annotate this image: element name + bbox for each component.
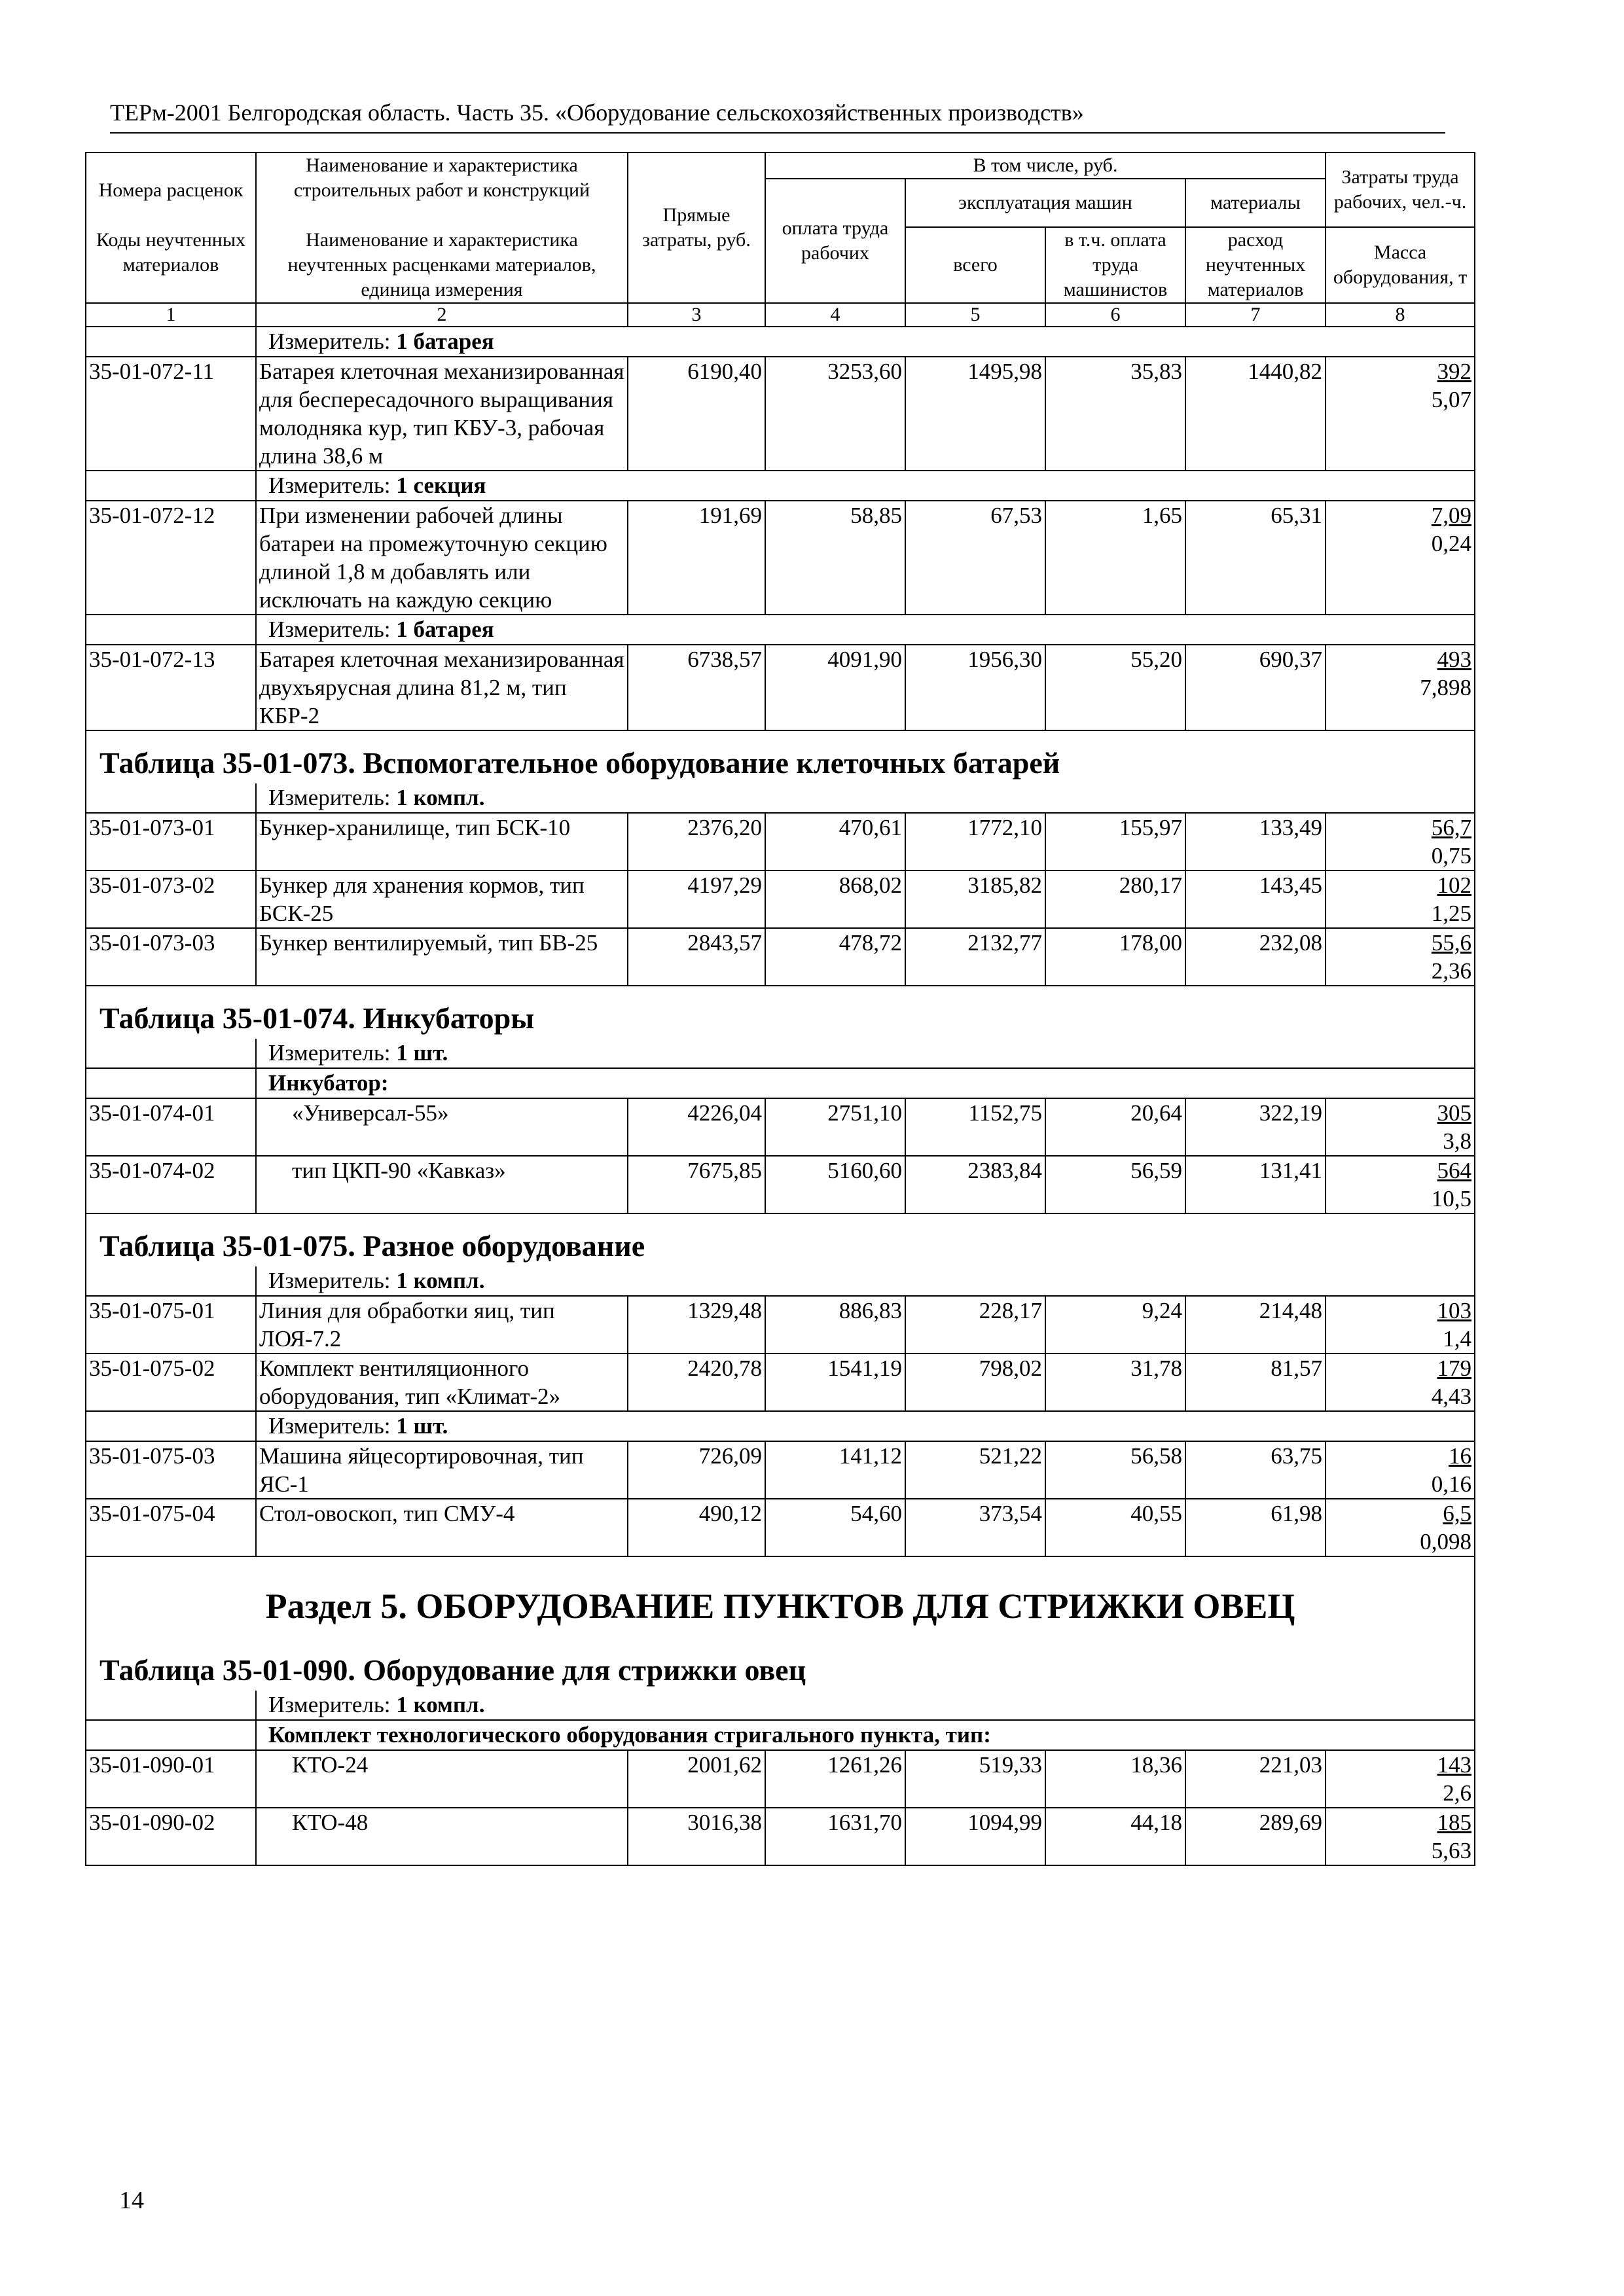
table-row: 35-01-074-01 «Универсал-55» 4226,04 2751,10 1152,75 20,64 322,19 305 3,8 (86, 1098, 1475, 1156)
table-row: 35-01-072-11 Батарея клеточная механизированная для беспересадочного выращивания молодняка кур, тип КБУ-3, рабочая длина 38,6 м 6190,40 3253,60 1495,98 35,83 1440,82 392 5,07 (86, 357, 1475, 471)
col2-header: Наименование и характеристика строительных работ и конструкций Наименование и характеристика неучтенных расценками материалов, единица измерения (256, 152, 628, 303)
measure-label: Измеритель: 1 компл. (256, 1266, 1475, 1296)
page-header: ТЕРм-2001 Белгородская область. Часть 35. «Оборудование сельскохозяйственных производств» (110, 97, 1445, 134)
table-row: 35-01-074-02 тип ЦКП-90 «Кавказ» 7675,85 5160,60 2383,84 56,59 131,41 564 10,5 (86, 1156, 1475, 1213)
group-header: В том числе, руб. (765, 152, 1326, 179)
col3-header: Прямые затраты, руб. (628, 152, 765, 303)
table-row: 35-01-073-01 Бункер-хранилище, тип БСК-10 2376,20 470,61 1772,10 155,97 133,49 56,7 0,75 (86, 813, 1475, 870)
col8-header-bottom: Масса оборудования, т (1326, 227, 1475, 303)
table-row: 35-01-073-02 Бункер для хранения кормов, тип БСК-25 4197,29 868,02 3185,82 280,17 143,45 102 1,25 (86, 870, 1475, 928)
section-title: Раздел 5. ОБОРУДОВАНИЕ ПУНКТОВ ДЛЯ СТРИЖКИ ОВЕЦ (86, 1556, 1475, 1649)
col-num: 6 (1045, 303, 1185, 327)
col4-header: оплата труда рабочих (765, 179, 905, 303)
group-label: Инкубатор: (256, 1068, 1475, 1098)
table-title: Таблица 35-01-073. Вспомогательное оборудование клеточных батарей (86, 730, 1475, 783)
col-num: 2 (256, 303, 628, 327)
col-num: 7 (1185, 303, 1326, 327)
col-num: 4 (765, 303, 905, 327)
measure-label: Измеритель: 1 шт. (256, 1411, 1475, 1441)
col5-header: всего (905, 227, 1045, 303)
machines-header: эксплуатация машин (905, 179, 1185, 227)
col1-header: Номера расценок Коды неучтенных материалов (86, 152, 256, 303)
col8-header-top: Затраты труда рабочих, чел.-ч. (1326, 152, 1475, 227)
table-row: 35-01-075-02 Комплект вентиляционного оборудования, тип «Климат-2» 2420,78 1541,19 798,02 31,78 81,57 179 4,43 (86, 1354, 1475, 1411)
measure-label: Измеритель: 1 шт. (256, 1039, 1475, 1068)
table-row: 35-01-090-02 КТО-48 3016,38 1631,70 1094,99 44,18 289,69 185 5,63 (86, 1808, 1475, 1865)
measure-label: Измеритель: 1 компл. (256, 1691, 1475, 1720)
table-row: 35-01-072-13 Батарея клеточная механизированная двухъярусная длина 81,2 м, тип КБР-2 6738,57 4091,90 1956,30 55,20 690,37 493 7,898 (86, 645, 1475, 730)
col6-header: в т.ч. оплата труда машинистов (1045, 227, 1185, 303)
measure-label: Измеритель: 1 батарея (256, 615, 1475, 645)
measure-label: Измеритель: 1 батарея (256, 327, 1475, 357)
table-row: 35-01-090-01 КТО-24 2001,62 1261,26 519,33 18,36 221,03 143 2,6 (86, 1750, 1475, 1808)
table-title: Таблица 35-01-075. Разное оборудование (86, 1213, 1475, 1266)
measure-label: Измеритель: 1 компл. (256, 783, 1475, 813)
col-num: 5 (905, 303, 1045, 327)
col-num: 1 (86, 303, 256, 327)
table-row: 35-01-075-01 Линия для обработки яиц, тип ЛОЯ-7.2 1329,48 886,83 228,17 9,24 214,48 103 1,4 (86, 1296, 1475, 1354)
table-row: 35-01-072-12 При изменении рабочей длины батареи на промежуточную секцию длиной 1,8 м добавлять или исключать на каждую секцию 191,69 58,85 67,53 1,65 65,31 7,09 0,24 (86, 501, 1475, 615)
rates-table (85, 152, 1475, 1866)
measure-label: Измеритель: 1 секция (256, 471, 1475, 501)
table-title: Таблица 35-01-074. Инкубаторы (86, 986, 1475, 1039)
group-label: Комплект технологического оборудования стригального пункта, тип: (256, 1720, 1475, 1750)
col7-header: расход неучтенных материалов (1185, 227, 1326, 303)
table-row: 35-01-075-04 Стол-овоскоп, тип СМУ-4 490,12 54,60 373,54 40,55 61,98 6,5 0,098 (86, 1499, 1475, 1556)
table-row: 35-01-073-03 Бункер вентилируемый, тип БВ-25 2843,57 478,72 2132,77 178,00 232,08 55,6 2,36 (86, 928, 1475, 986)
page-number: 14 (119, 2187, 144, 2214)
table-title: Таблица 35-01-090. Оборудование для стрижки овец (86, 1649, 1475, 1691)
col-num: 8 (1326, 303, 1475, 327)
table-row: 35-01-075-03 Машина яйцесортировочная, тип ЯС-1 726,09 141,12 521,22 56,58 63,75 16 0,16 (86, 1441, 1475, 1499)
col-num: 3 (628, 303, 765, 327)
materials-header: материалы (1185, 179, 1326, 227)
